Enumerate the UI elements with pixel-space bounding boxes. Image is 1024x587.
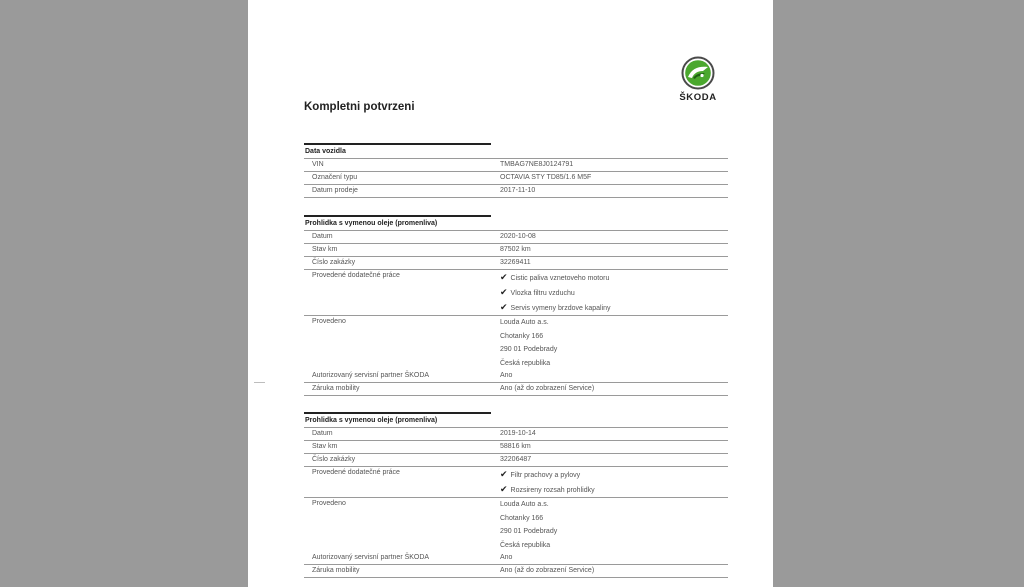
table-row	[304, 269, 728, 315]
work-item-label: Rozsireny rozsah prohlidky	[510, 487, 595, 494]
mobility-value: Ano (až do zobrazení Service)	[500, 385, 595, 392]
table-row	[304, 184, 728, 197]
work-item-label: Filtr prachovy a pylovy	[510, 472, 581, 479]
row-value: 2017-11-10	[500, 187, 536, 194]
section-end-rule	[304, 577, 728, 578]
dealer-line: Louda Auto a.s.	[500, 319, 549, 326]
logo-wordmark: ŠKODA	[679, 92, 717, 103]
row-label: Záruka mobility	[312, 567, 360, 574]
table-row	[304, 230, 728, 243]
skoda-logo	[676, 56, 720, 103]
row-label: Stav km	[312, 443, 338, 450]
dealer-line: Chotanky 166	[500, 514, 544, 522]
section-heading: Prohlidka s vymenou oleje (promenliva)	[304, 412, 491, 427]
dealer-line: Česká republika	[500, 541, 551, 549]
table-row	[304, 552, 728, 564]
table-row	[304, 370, 728, 382]
table-row	[304, 497, 728, 552]
dealer-line: Chotanky 166	[500, 332, 544, 340]
table-row	[304, 315, 728, 370]
table-row	[304, 382, 728, 395]
service-date: 2019-10-14	[500, 430, 536, 437]
table-row	[304, 440, 728, 453]
row-value: TMBAG7NE8J0124791	[500, 161, 574, 168]
order-number: 32206487	[500, 456, 532, 463]
row-label: Datum	[312, 233, 333, 240]
checkmark-icon: ✔	[500, 302, 508, 312]
partner-value: Ano	[500, 554, 513, 561]
row-label: Číslo zakázky	[312, 259, 356, 266]
service-date: 2020-10-08	[500, 233, 536, 240]
table-row	[304, 243, 728, 256]
row-label: Autorizovaný servisní partner ŠKODA	[312, 554, 430, 561]
dealer-line: Česká republika	[500, 359, 551, 367]
checkmark-icon: ✔	[500, 469, 508, 479]
skoda-arrow-icon	[681, 56, 715, 90]
section-end-rule	[304, 197, 728, 198]
row-label: Provedené dodatečné práce	[312, 272, 400, 279]
vehicle-data-section	[304, 143, 728, 198]
section-heading: Prohlidka s vymenou oleje (promenliva)	[304, 215, 491, 230]
dealer-line: 290 01 Podebrady	[500, 528, 558, 535]
odometer-value: 58816 km	[500, 443, 531, 450]
table-row	[304, 158, 728, 171]
list-item	[500, 482, 728, 497]
row-label: Provedeno	[312, 318, 346, 325]
dealer-line: 290 01 Podebrady	[500, 346, 558, 353]
checkmark-icon: ✔	[500, 287, 508, 297]
row-label: Provedené dodatečné práce	[312, 469, 400, 476]
row-label: Číslo zakázky	[312, 456, 356, 463]
work-item-label: Servis vymeny brzdove kapaliny	[510, 305, 611, 312]
section-heading: Data vozidla	[304, 143, 491, 158]
row-label: VIN	[312, 161, 324, 168]
odometer-value: 87502 km	[500, 246, 531, 253]
partner-value: Ano	[500, 372, 513, 379]
list-item	[500, 467, 728, 482]
section-end-rule	[304, 395, 728, 396]
row-label: Autorizovaný servisní partner ŠKODA	[312, 372, 430, 379]
row-value: OCTAVIA STY TD85/1.6 M5F	[500, 174, 592, 181]
table-row	[304, 564, 728, 577]
checkmark-icon: ✔	[500, 484, 508, 494]
service-section-2	[304, 412, 728, 578]
margin-mark	[254, 382, 265, 383]
service-section-1	[304, 215, 728, 396]
order-number: 32269411	[500, 259, 531, 266]
row-label: Datum	[312, 430, 333, 437]
list-item	[500, 285, 728, 300]
work-item-label: Vlozka filtru vzduchu	[510, 290, 575, 297]
table-row	[304, 466, 728, 497]
table-row	[304, 256, 728, 269]
row-label: Stav km	[312, 246, 338, 253]
row-label: Označení typu	[312, 174, 358, 181]
row-label: Datum prodeje	[312, 187, 358, 194]
document-title: Kompletni potvrzeni	[304, 101, 415, 113]
document-page	[248, 0, 773, 587]
table-row	[304, 453, 728, 466]
row-label: Záruka mobility	[312, 385, 360, 392]
table-row	[304, 427, 728, 440]
list-item	[500, 270, 728, 285]
row-label: Provedeno	[312, 500, 346, 507]
checkmark-icon: ✔	[500, 272, 508, 282]
work-item-label: Cistic paliva vznetoveho motoru	[510, 275, 610, 282]
list-item	[500, 300, 728, 315]
dealer-line: Louda Auto a.s.	[500, 501, 549, 508]
table-row	[304, 171, 728, 184]
mobility-value: Ano (až do zobrazení Service)	[500, 567, 595, 574]
